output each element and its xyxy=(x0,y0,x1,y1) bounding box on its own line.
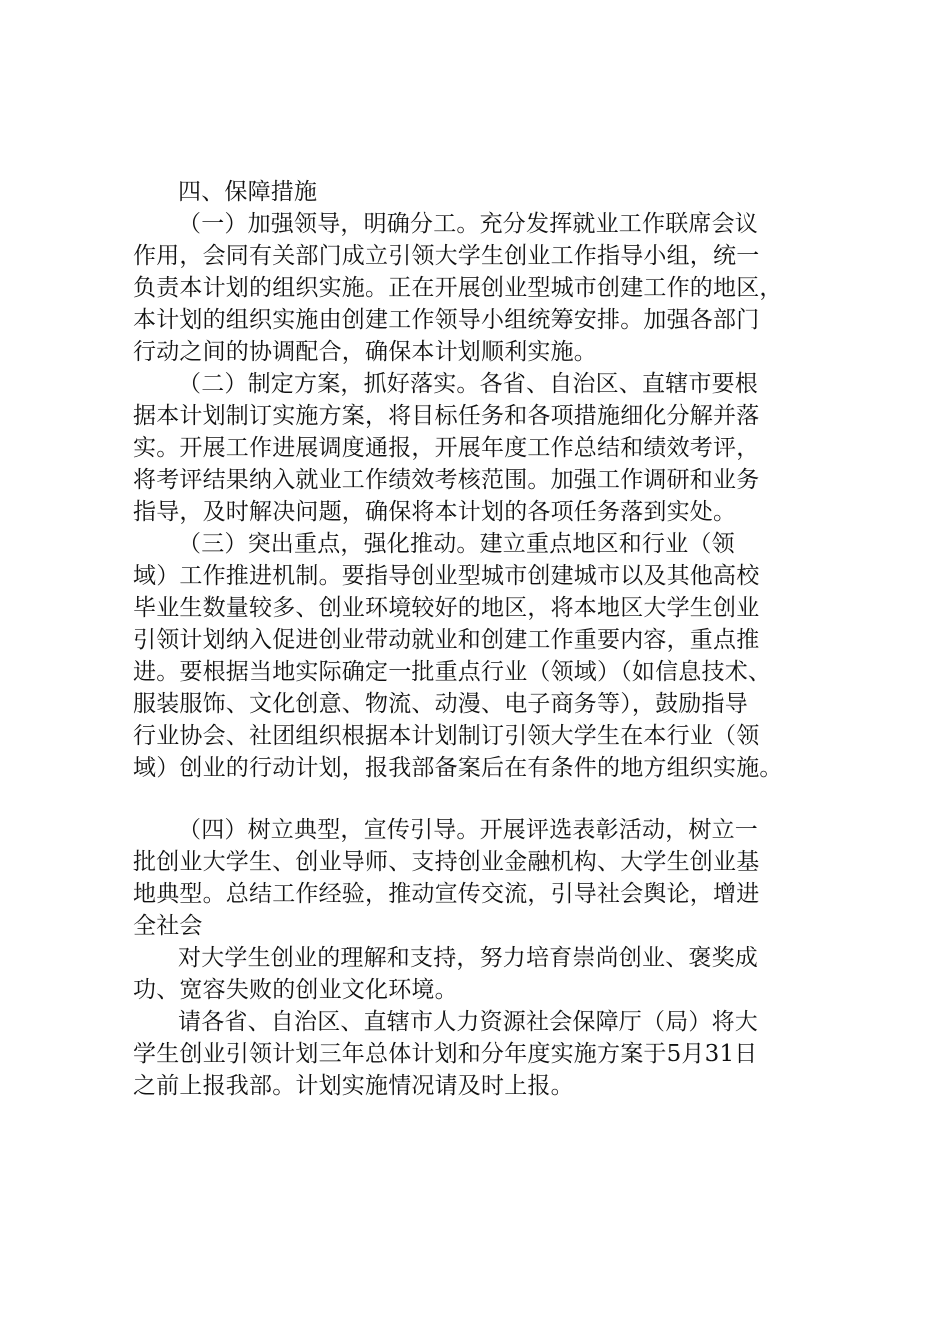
paragraph-line: （一）加强领导，明确分工。充分发挥就业工作联席会议 xyxy=(178,211,758,237)
paragraph-line: 指导，及时解决问题，确保将本计划的各项任务落到实处。 xyxy=(133,499,737,525)
paragraph-line: （三）突出重点，强化推动。建立重点地区和行业（领 xyxy=(178,531,735,557)
paragraph-line: 请各省、自治区、直辖市人力资源社会保障厅（局）将大 xyxy=(178,1009,758,1035)
paragraph-line: 批创业大学生、创业导师、支持创业金融机构、大学生创业基 xyxy=(133,849,760,875)
paragraph-line: 全社会 xyxy=(133,913,203,939)
paragraph-line: 域）工作推进机制。要指导创业型城市创建城市以及其他高校 xyxy=(133,563,760,589)
paragraph-line: 功、宽容失败的创业文化环境。 xyxy=(133,977,458,1003)
paragraph-line: （四）树立典型，宣传引导。开展评选表彰活动，树立一 xyxy=(178,817,758,843)
paragraph-line: 作用，会同有关部门成立引领大学生创业工作指导小组，统一 xyxy=(133,243,760,269)
paragraph-line: 行业协会、社团组织根据本计划制订引领大学生在本行业（领 xyxy=(133,723,760,749)
paragraph-line: 之前上报我部。计划实施情况请及时上报。 xyxy=(133,1073,574,1099)
paragraph-line: 服装服饰、文化创意、物流、动漫、电子商务等），鼓励指导 xyxy=(133,691,748,717)
paragraph-line: 进。要根据当地实际确定一批重点行业（领域）（如信息技术、 xyxy=(133,659,772,685)
paragraph-line: 将考评结果纳入就业工作绩效考核范围。加强工作调研和业务 xyxy=(133,467,760,493)
paragraph-line: 实。开展工作进展调度通报，开展年度工作总结和绩效考评， xyxy=(133,435,760,461)
paragraph-line: 负责本计划的组织实施。正在开展创业型城市创建工作的地区， xyxy=(133,275,783,301)
paragraph-line: 对大学生创业的理解和支持，努力培育崇尚创业、褒奖成 xyxy=(178,945,758,971)
section-heading: 四、保障措施 xyxy=(178,179,318,205)
paragraph-line: 毕业生数量较多、创业环境较好的地区，将本地区大学生创业 xyxy=(133,595,760,621)
paragraph-line: （二）制定方案，抓好落实。各省、自治区、直辖市要根 xyxy=(178,371,758,397)
paragraph-line: 引领计划纳入促进创业带动就业和创建工作重要内容，重点推 xyxy=(133,627,760,653)
paragraph-line: 域）创业的行动计划，报我部备案后在有条件的地方组织实施。 xyxy=(133,755,783,781)
paragraph-line: 学生创业引领计划三年总体计划和分年度实施方案于5月31日 xyxy=(133,1041,758,1067)
paragraph-line: 行动之间的协调配合，确保本计划顺利实施。 xyxy=(133,339,597,365)
paragraph-line: 据本计划制订实施方案，将目标任务和各项措施细化分解并落 xyxy=(133,403,760,429)
paragraph-line: 地典型。总结工作经验，推动宣传交流，引导社会舆论，增进 xyxy=(133,881,760,907)
paragraph-line: 本计划的组织实施由创建工作领导小组统筹安排。加强各部门 xyxy=(133,307,760,333)
